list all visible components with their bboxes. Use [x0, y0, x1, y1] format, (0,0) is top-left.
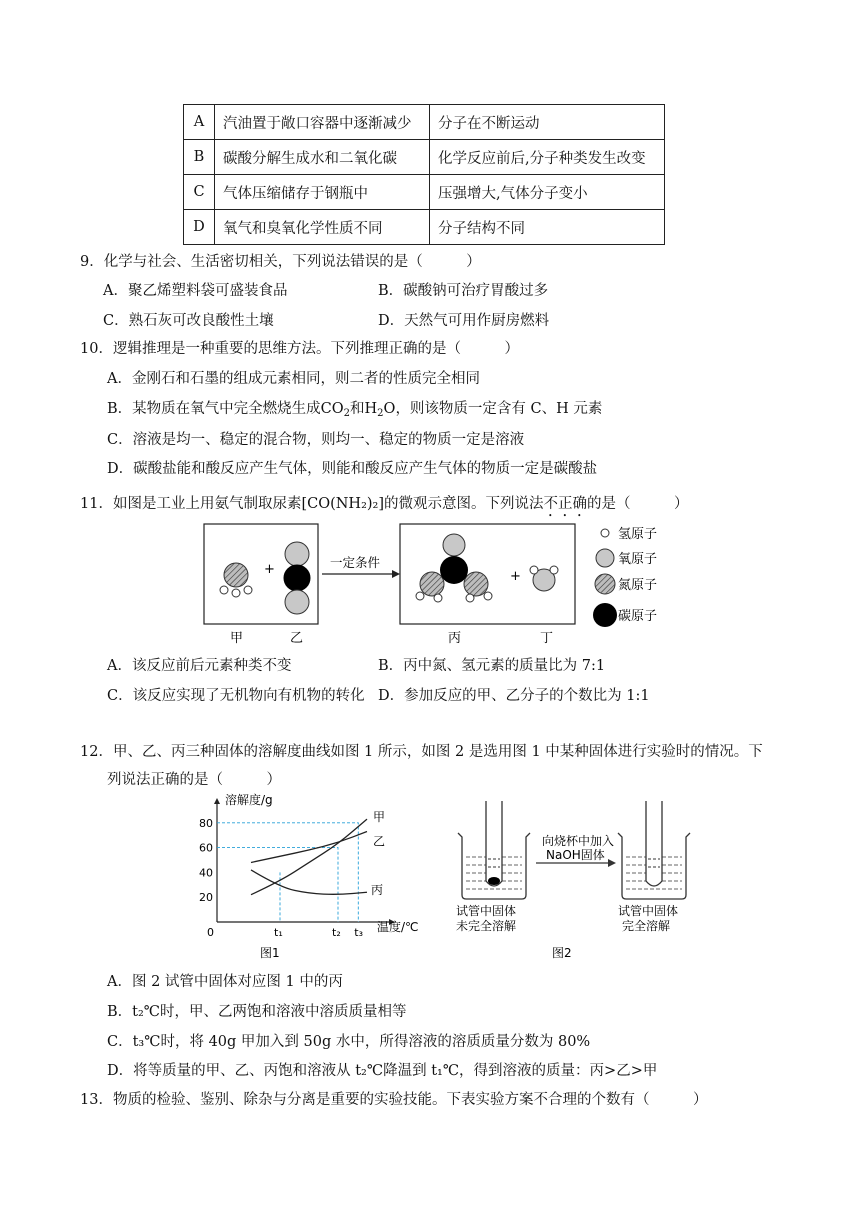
- y-axis-label: 溶解度/g: [225, 793, 273, 807]
- atom-legend: [593, 527, 657, 627]
- q11-option-a: A．该反应前后元素种类不变: [107, 658, 292, 674]
- q10-option-d: D．碳酸盐能和酸反应产生气体，则能和酸反应产生气体的物质一定是碳酸盐: [107, 461, 598, 477]
- q12-option-d: D．将等质量的甲、乙、丙饱和溶液从 t₂℃降温到 t₁℃，得到溶液的质量：丙>乙>甲: [107, 1063, 658, 1079]
- q9-option-a: A．聚乙烯塑料袋可盛装食品: [103, 283, 288, 299]
- q9-option-b: B．碳酸钠可治疗胃酸过多: [378, 283, 549, 299]
- molecule-bing: [416, 534, 492, 602]
- q13-stem: 13．物质的检验、鉴别、除杂与分离是重要的实验技能。下表实验方案不合理的个数有（ ）: [80, 1092, 708, 1108]
- x-tick-label: t₂: [332, 926, 341, 939]
- test-tube-experiment: [450, 797, 710, 965]
- svg-text:乙: 乙: [290, 631, 304, 646]
- table-cell-explanation: 压强增大,气体分子变小: [430, 175, 665, 210]
- q11-option-b: B．丙中氮、氢元素的质量比为 7:1: [378, 658, 606, 674]
- series-label: 丙: [371, 883, 384, 898]
- q8-table: [183, 104, 665, 245]
- table-row: [184, 105, 665, 140]
- q11-option-d: D．参加反应的甲、乙分子的个数比为 1:1: [378, 688, 650, 704]
- reaction-condition: 一定条件: [330, 555, 381, 570]
- table-cell-explanation: 分子结构不同: [430, 210, 665, 245]
- svg-text:试管中固体: 试管中固体: [456, 904, 517, 918]
- svg-text:NaOH固体: NaOH固体: [546, 848, 605, 862]
- table-cell-label: D: [184, 210, 215, 245]
- q12-option-b: B．t₂℃时，甲、乙两饱和溶液中溶质质量相等: [107, 1004, 407, 1020]
- table-cell-label: B: [184, 140, 215, 175]
- svg-text:碳原子: 碳原子: [618, 609, 658, 624]
- solubility-chart: [195, 790, 435, 965]
- table-cell-phenomenon: 汽油置于敞口容器中逐渐减少: [215, 105, 430, 140]
- table-row: [184, 175, 665, 210]
- svg-text:向烧杯中加入: 向烧杯中加入: [542, 834, 615, 848]
- svg-text:氧原子: 氧原子: [618, 552, 658, 567]
- beaker-left: [458, 801, 530, 899]
- y-tick-label: 40: [199, 866, 213, 880]
- table-cell-explanation: 分子在不断运动: [430, 105, 665, 140]
- y-tick-label: 20: [199, 891, 213, 905]
- fig1-caption: 图1: [260, 946, 280, 960]
- table-cell-phenomenon: 碳酸分解生成水和二氧化碳: [215, 140, 430, 175]
- series-line-3: [251, 870, 367, 894]
- urea-formula: [CO(NH₂)₂]: [301, 496, 385, 512]
- series-label: 甲: [373, 810, 386, 825]
- svg-text:丙: 丙: [448, 631, 462, 646]
- series-line-2: [251, 831, 367, 862]
- svg-text:+: +: [510, 569, 521, 584]
- x-tick-label: 0: [207, 926, 214, 939]
- table-row: [184, 140, 665, 175]
- y-tick-label: 80: [199, 816, 213, 830]
- x-tick-label: t₃: [354, 926, 364, 939]
- svg-text:未完全溶解: 未完全溶解: [456, 919, 517, 933]
- x-axis-label: 温度/℃: [377, 920, 419, 934]
- q11-option-c: C．该反应实现了无机物向有机物的转化: [107, 688, 365, 704]
- beaker-right: [618, 801, 690, 899]
- svg-text:完全溶解: 完全溶解: [622, 919, 671, 933]
- svg-text:丁: 丁: [540, 631, 554, 646]
- svg-text:甲: 甲: [230, 631, 244, 646]
- molecule-yi: [284, 542, 310, 614]
- q9-option-d: D．天然气可用作厨房燃料: [378, 313, 550, 329]
- guide-80: [217, 823, 358, 922]
- q9-stem: 9．化学与社会、生活密切相关，下列说法错误的是（ ）: [80, 254, 481, 270]
- table-cell-label: C: [184, 175, 215, 210]
- q10-option-b: B．某物质在氧气中完全燃烧生成$CO_2$和$H_2O$，则该物质一定含有 C、H 元素: [107, 401, 603, 419]
- fig2-caption: 图2: [552, 946, 572, 960]
- q10-stem: 10．逻辑推理是一种重要的思维方法。下列推理正确的是（ ）: [80, 341, 519, 357]
- q12-stem-line1: 12．甲、乙、丙三种固体的溶解度曲线如图 1 所示，如图 2 是选用图 1 中某种固体进行实验时的情况。下: [80, 744, 763, 760]
- q10-option-c: C．溶液是均一、稳定的混合物，则均一、稳定的物质一定是溶液: [107, 432, 525, 448]
- svg-text:氢原子: 氢原子: [618, 527, 658, 542]
- svg-text:氮原子: 氮原子: [618, 578, 658, 593]
- q9-option-c: C．熟石灰可改良酸性土壤: [103, 313, 274, 329]
- molecule-ding: [530, 566, 558, 591]
- q10-option-a: A．金刚石和石墨的组成元素相同，则二者的性质完全相同: [107, 371, 480, 387]
- q12-option-a: A．图 2 试管中固体对应图 1 中的丙: [107, 974, 343, 990]
- table-cell-phenomenon: 氧气和臭氧化学性质不同: [215, 210, 430, 245]
- molecule-jia: [220, 563, 252, 597]
- q12-stem-line2: 列说法正确的是（ ）: [107, 772, 281, 788]
- urea-reaction-diagram: [200, 518, 700, 646]
- table-row: [184, 210, 665, 245]
- table-cell-explanation: 化学反应前后,分子种类发生改变: [430, 140, 665, 175]
- q11-stem: 11．如图是工业上用氨气制取尿素[CO(NH₂)₂]的微观示意图。下列说法不正确的是（ ）: [80, 496, 689, 512]
- series-label: 乙: [373, 834, 386, 849]
- table-cell-label: A: [184, 105, 215, 140]
- table-cell-phenomenon: 气体压缩储存于钢瓶中: [215, 175, 430, 210]
- y-tick-label: 60: [199, 841, 213, 855]
- svg-text:+: +: [264, 562, 275, 577]
- svg-text:试管中固体: 试管中固体: [618, 904, 679, 918]
- x-tick-label: t₁: [274, 926, 283, 939]
- series-line-1: [251, 819, 367, 895]
- q12-option-c: C．t₃℃时，将 40g 甲加入到 50g 水中，所得溶液的溶质质量分数为 80%: [107, 1034, 591, 1050]
